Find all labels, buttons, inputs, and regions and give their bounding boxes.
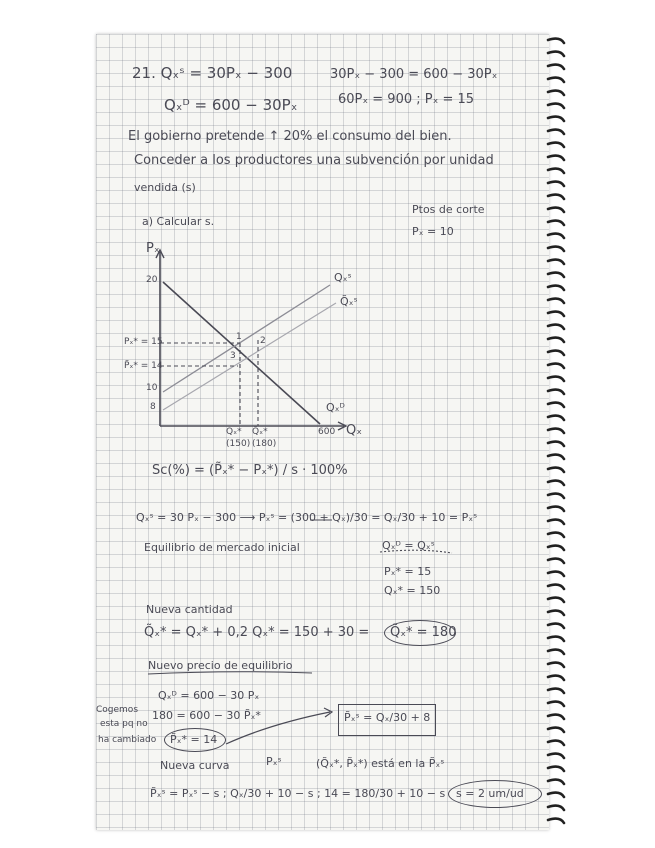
initial-price: Pₓ* = 15: [384, 565, 432, 578]
initial-quantity: Qₓ* = 150: [384, 584, 441, 597]
new-supply-curve-label: Q̃ₓˢ: [340, 295, 358, 308]
new-quantity-result: Q̃ₓ* = 180: [390, 625, 457, 640]
demand-curve-label: Qₓᴰ: [326, 401, 345, 414]
new-price-result: P̃ₓ* = 14: [170, 733, 218, 746]
side-note-line-2: esta pq no: [100, 719, 148, 729]
point-2-label: 2: [260, 336, 266, 346]
y-tick-15: Pₓ* = 15: [124, 337, 163, 347]
new-supply-curve: [163, 303, 336, 410]
subsidy-derivation: P̃ₓˢ = Pₓˢ − s ; Qₓ/30 + 10 − s ; 14 = 180/30 + 10 − s: [150, 787, 446, 800]
y-tick-8: 8: [150, 402, 156, 412]
equilibrium-result: 60Pₓ = 900 ; Pₓ = 15: [338, 92, 475, 107]
new-price-equation: 180 = 600 − 30 P̃ₓ*: [152, 709, 261, 722]
subsidy-result: s = 2 um/ud: [456, 787, 524, 800]
demand-equation: Qₓᴰ = 600 − 30Pₓ: [164, 96, 298, 114]
question-a: a) Calcular s.: [142, 215, 215, 228]
x-tick-q-value: (150): [226, 439, 251, 449]
supply-curve: [163, 285, 330, 392]
statement-line-3: vendida (s): [134, 181, 196, 194]
equilibrium-condition: Qₓᴰ = Qₓˢ: [382, 539, 435, 552]
x-tick-qt-value: (180): [252, 439, 277, 449]
x-tick-qt: Q̃ₓ*: [252, 427, 268, 437]
new-curve-symbol: Pₓˢ: [266, 755, 282, 768]
inverse-supply-derivation: Qₓˢ = 30 Pₓ − 300 ⟶ Pₓˢ = (300 + Qₓ)/30 = Qₓ/30 + 10 = Pₓˢ: [136, 511, 478, 524]
new-price-label: Nuevo precio de equilibrio: [148, 659, 293, 672]
y-tick-20: 20: [146, 275, 158, 285]
new-curve-label: Nueva curva: [160, 759, 230, 772]
statement-line-1: El gobierno pretende ↑ 20% el consumo del bien.: [128, 129, 452, 144]
supply-curve-label: Qₓˢ: [334, 271, 352, 284]
point-1-label: 1: [236, 332, 242, 342]
subsidy-share-formula: Sc(%) = (P̃ₓ* − Pₓ*) / s · 100%: [152, 463, 348, 478]
y-tick-14: P̃ₓ* = 14: [124, 361, 163, 371]
x-tick-600: 600: [318, 427, 336, 437]
side-note-line-3: ha cambiado: [98, 735, 157, 745]
statement-line-2: Conceder a los productores una subvención por unidad: [134, 153, 494, 168]
initial-equilibrium-label: Equilibrio de mercado inicial: [144, 541, 300, 554]
cut-points-label: Ptos de corte: [412, 203, 485, 216]
demand-equation-repeat: Qₓᴰ = 600 − 30 Pₓ: [158, 689, 260, 702]
x-tick-q: Qₓ*: [226, 427, 242, 437]
point-3-label: 3: [230, 351, 236, 361]
new-quantity-label: Nueva cantidad: [146, 603, 233, 616]
new-supply-formula: P̃ₓˢ = Qₓ/30 + 8: [344, 711, 431, 724]
new-quantity-calc: Q̃ₓ* = Qₓ* + 0,2 Qₓ* = 150 + 30 =: [144, 625, 370, 640]
y-tick-10: 10: [146, 383, 158, 393]
demand-curve: [163, 282, 320, 424]
cut-point-value: Pₓ = 10: [412, 225, 454, 238]
side-note-line-1: Cogemos: [96, 705, 139, 715]
equilibrium-equation: 30Pₓ − 300 = 600 − 30Pₓ: [330, 67, 498, 82]
supply-equation: 21. Qₓˢ = 30Pₓ − 300: [132, 64, 293, 82]
y-axis-label: Pₓ: [146, 241, 160, 256]
point-on-curve-note: (Q̃ₓ*, P̃ₓ*) está en la P̃ₓˢ: [316, 757, 445, 770]
x-axis-label: Qₓ: [346, 423, 363, 438]
